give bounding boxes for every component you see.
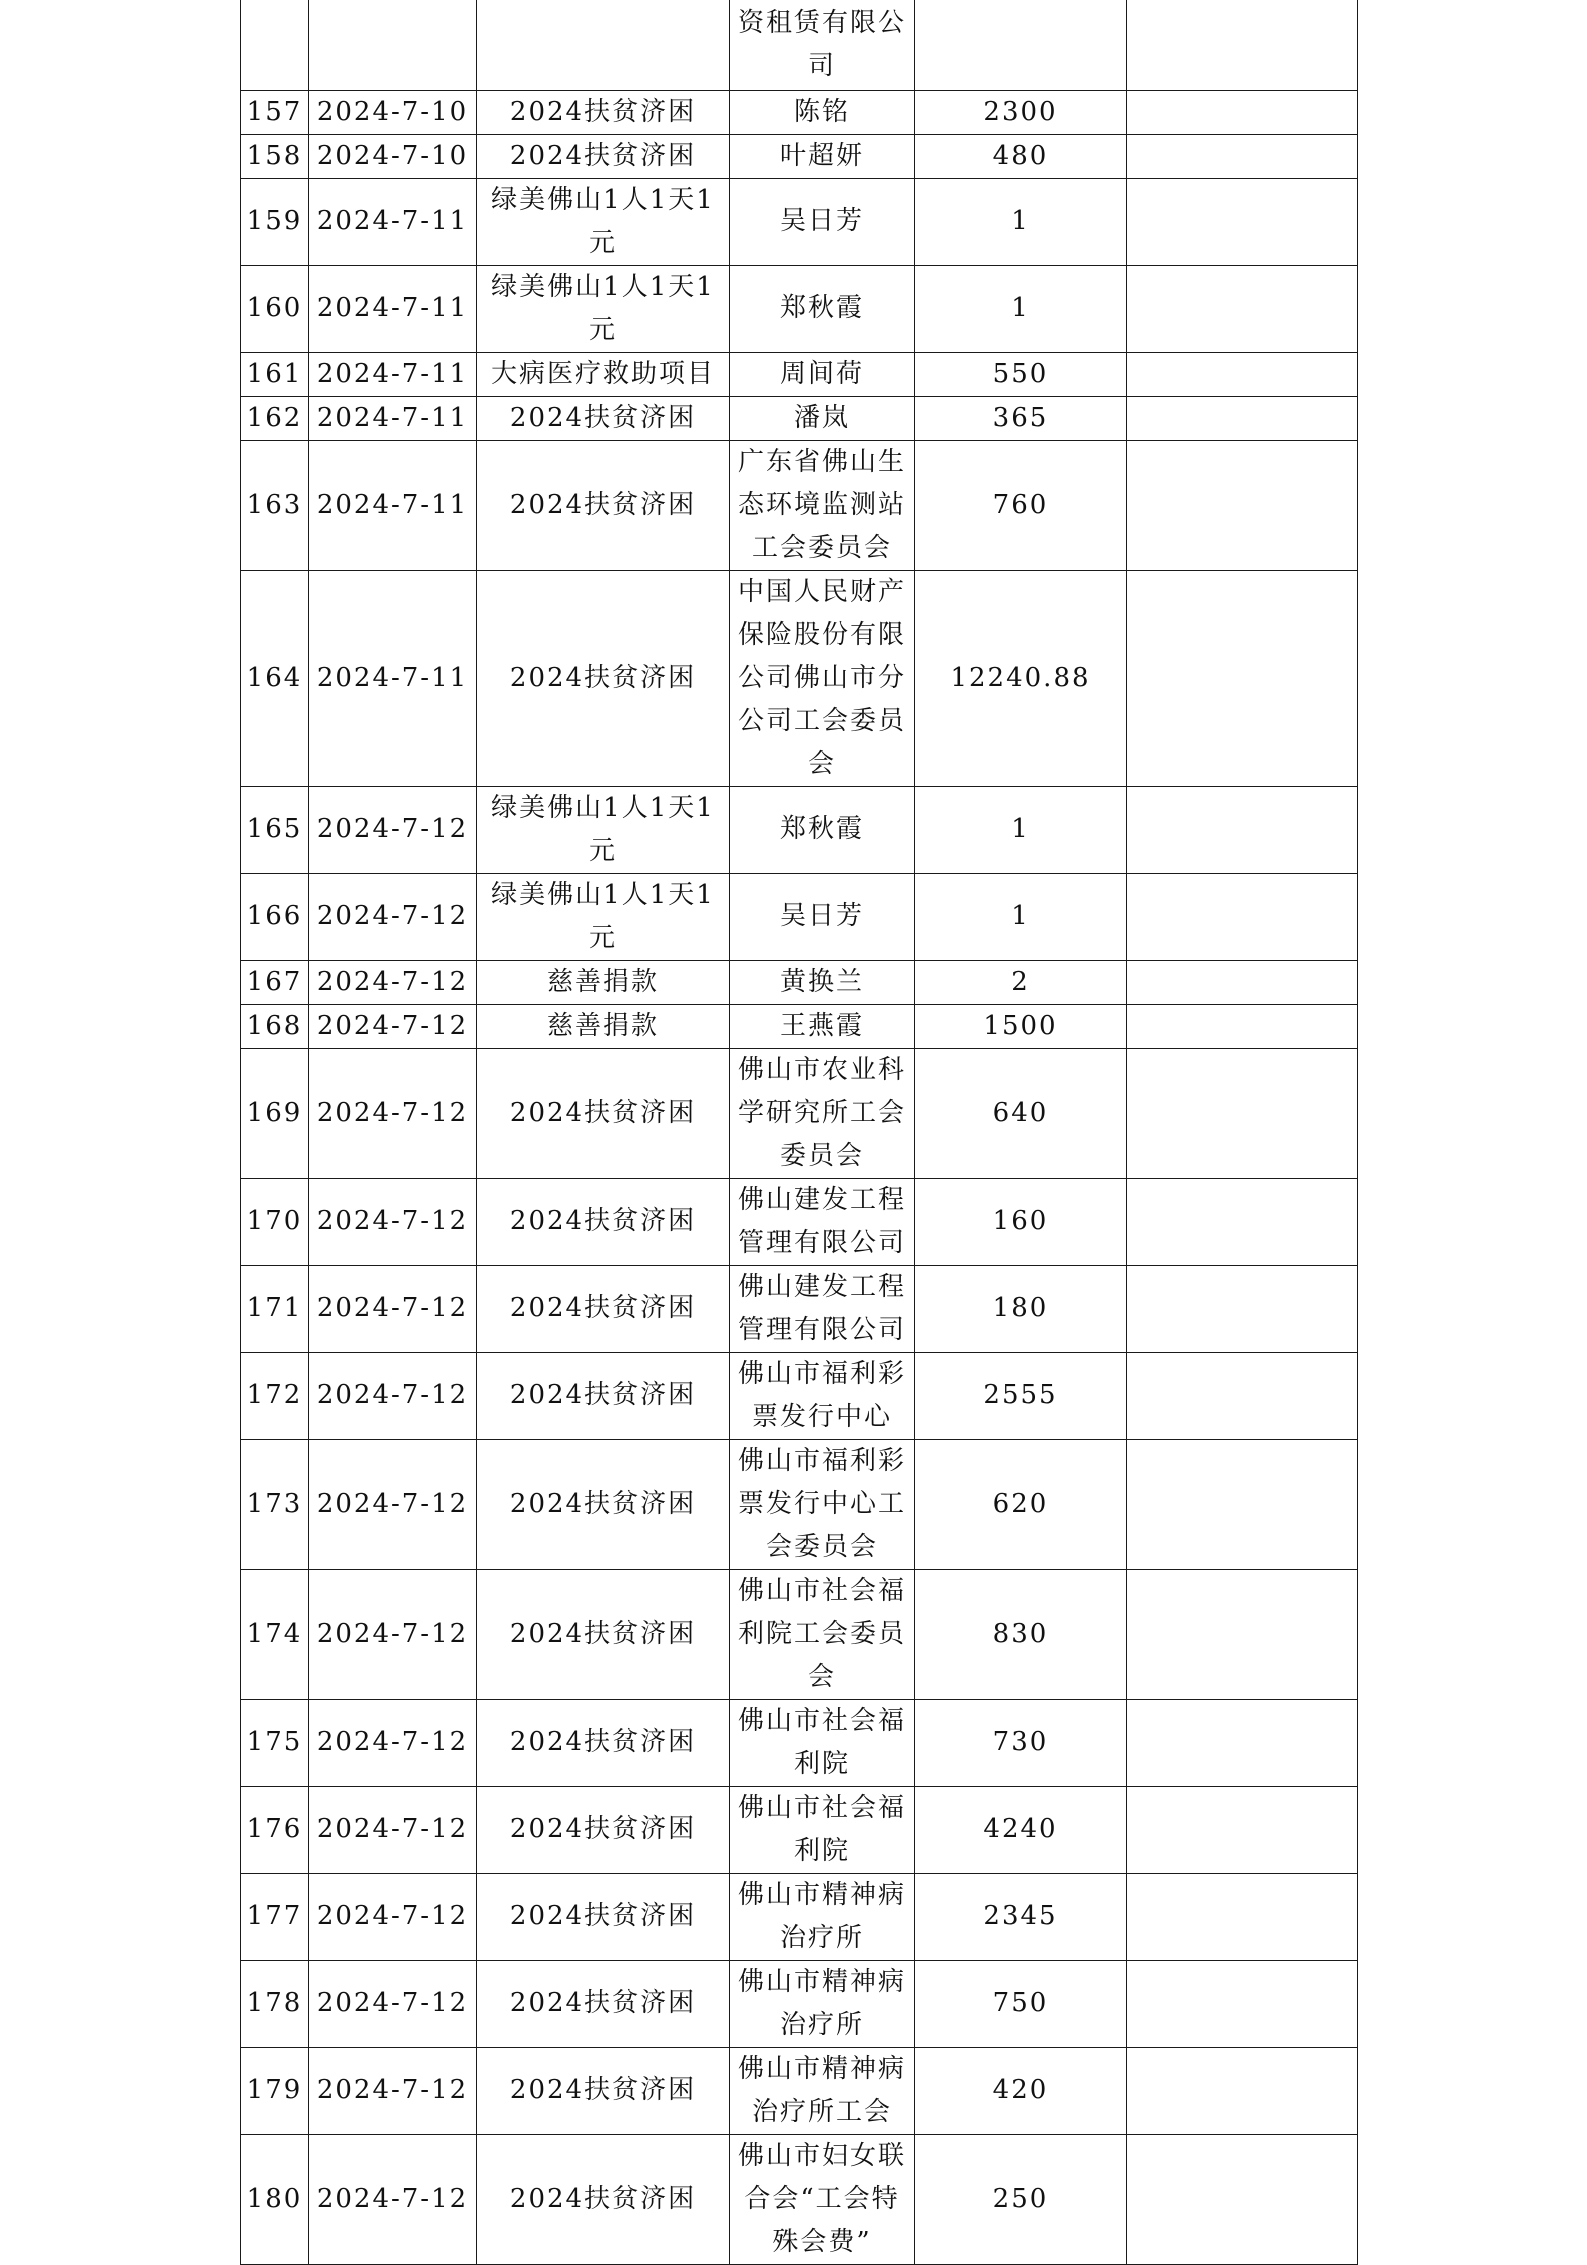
row-donor-cell: 叶超妍 (730, 134, 915, 178)
row-note-cell (1127, 90, 1358, 134)
row-donor-cell: 佛山市社会福利院 (730, 1786, 915, 1873)
table-row (241, 570, 1358, 786)
row-project-cell: 大病医疗救助项目 (477, 352, 730, 396)
row-project-cell: 2024扶贫济困 (477, 134, 730, 178)
row-note-cell (1127, 0, 1358, 90)
row-date-cell: 2024-7-12 (309, 1569, 477, 1699)
row-note-cell (1127, 1960, 1358, 2047)
table-row (241, 1569, 1358, 1699)
row-amount-cell: 2555 (915, 1352, 1127, 1439)
table-row (241, 1786, 1358, 1873)
donation-table-body (241, 0, 1358, 2264)
table-row (241, 90, 1358, 134)
row-date-cell: 2024-7-11 (309, 396, 477, 440)
row-amount-cell: 12240.88 (915, 570, 1127, 786)
row-date-cell: 2024-7-12 (309, 1786, 477, 1873)
row-date-cell: 2024-7-12 (309, 1265, 477, 1352)
table-row (241, 960, 1358, 1004)
table-row (241, 265, 1358, 352)
table-row (241, 1352, 1358, 1439)
row-donor-cell: 郑秋霞 (730, 786, 915, 873)
row-index-cell: 173 (241, 1439, 309, 1569)
table-row (241, 396, 1358, 440)
row-date-cell: 2024-7-12 (309, 1352, 477, 1439)
row-project-cell: 2024扶贫济困 (477, 90, 730, 134)
row-note-cell (1127, 2047, 1358, 2134)
row-index-cell: 158 (241, 134, 309, 178)
row-note-cell (1127, 960, 1358, 1004)
row-amount-cell: 1 (915, 265, 1127, 352)
row-note-cell (1127, 570, 1358, 786)
row-index-cell: 169 (241, 1048, 309, 1178)
table-row (241, 0, 1358, 90)
row-donor-cell: 王燕霞 (730, 1004, 915, 1048)
row-index-cell: 174 (241, 1569, 309, 1699)
row-project-cell: 2024扶贫济困 (477, 1439, 730, 1569)
row-index-cell: 166 (241, 873, 309, 960)
row-amount-cell: 730 (915, 1699, 1127, 1786)
row-project-cell: 2024扶贫济困 (477, 1786, 730, 1873)
row-index-cell (241, 0, 309, 90)
row-note-cell (1127, 1873, 1358, 1960)
row-index-cell: 167 (241, 960, 309, 1004)
row-project-cell: 慈善捐款 (477, 960, 730, 1004)
row-project-cell: 绿美佛山1人1天1元 (477, 786, 730, 873)
row-note-cell (1127, 265, 1358, 352)
row-date-cell: 2024-7-11 (309, 178, 477, 265)
row-project-cell: 2024扶贫济困 (477, 1265, 730, 1352)
row-project-cell: 2024扶贫济困 (477, 1352, 730, 1439)
row-donor-cell: 吴日芳 (730, 178, 915, 265)
row-project-cell: 2024扶贫济困 (477, 1699, 730, 1786)
row-date-cell (309, 0, 477, 90)
row-donor-cell: 佛山市农业科学研究所工会委员会 (730, 1048, 915, 1178)
row-donor-cell: 资租赁有限公司 (730, 0, 915, 90)
row-project-cell: 绿美佛山1人1天1元 (477, 873, 730, 960)
row-note-cell (1127, 1048, 1358, 1178)
row-project-cell: 2024扶贫济困 (477, 1569, 730, 1699)
row-date-cell: 2024-7-11 (309, 440, 477, 570)
row-index-cell: 168 (241, 1004, 309, 1048)
row-donor-cell: 佛山建发工程管理有限公司 (730, 1178, 915, 1265)
row-project-cell: 2024扶贫济困 (477, 2134, 730, 2264)
row-amount-cell: 2300 (915, 90, 1127, 134)
row-date-cell: 2024-7-12 (309, 786, 477, 873)
table-row (241, 1439, 1358, 1569)
row-project-cell: 2024扶贫济困 (477, 440, 730, 570)
row-date-cell: 2024-7-12 (309, 1960, 477, 2047)
row-donor-cell: 广东省佛山生态环境监测站工会委员会 (730, 440, 915, 570)
row-donor-cell: 佛山市妇女联合会“工会特殊会费” (730, 2134, 915, 2264)
row-project-cell: 2024扶贫济困 (477, 396, 730, 440)
row-note-cell (1127, 1178, 1358, 1265)
row-donor-cell: 陈铭 (730, 90, 915, 134)
row-amount-cell: 750 (915, 1960, 1127, 2047)
row-note-cell (1127, 1352, 1358, 1439)
table-row (241, 1873, 1358, 1960)
row-amount-cell: 250 (915, 2134, 1127, 2264)
row-donor-cell: 潘岚 (730, 396, 915, 440)
row-note-cell (1127, 134, 1358, 178)
row-date-cell: 2024-7-12 (309, 873, 477, 960)
row-note-cell (1127, 873, 1358, 960)
row-donor-cell: 佛山市精神病治疗所工会 (730, 2047, 915, 2134)
table-row (241, 134, 1358, 178)
row-index-cell: 162 (241, 396, 309, 440)
row-note-cell (1127, 1786, 1358, 1873)
row-amount-cell: 480 (915, 134, 1127, 178)
row-date-cell: 2024-7-11 (309, 265, 477, 352)
row-amount-cell: 830 (915, 1569, 1127, 1699)
row-project-cell: 绿美佛山1人1天1元 (477, 265, 730, 352)
row-note-cell (1127, 396, 1358, 440)
row-donor-cell: 佛山市精神病治疗所 (730, 1873, 915, 1960)
row-date-cell: 2024-7-12 (309, 1439, 477, 1569)
row-project-cell (477, 0, 730, 90)
row-index-cell: 176 (241, 1786, 309, 1873)
row-index-cell: 172 (241, 1352, 309, 1439)
row-project-cell: 2024扶贫济困 (477, 1960, 730, 2047)
row-note-cell (1127, 1569, 1358, 1699)
row-index-cell: 178 (241, 1960, 309, 2047)
row-note-cell (1127, 1699, 1358, 1786)
table-row (241, 1960, 1358, 2047)
row-date-cell: 2024-7-12 (309, 1178, 477, 1265)
row-index-cell: 171 (241, 1265, 309, 1352)
row-amount-cell: 1 (915, 178, 1127, 265)
table-row (241, 2047, 1358, 2134)
row-note-cell (1127, 178, 1358, 265)
table-row (241, 873, 1358, 960)
row-project-cell: 2024扶贫济困 (477, 1178, 730, 1265)
row-amount-cell: 4240 (915, 1786, 1127, 1873)
row-donor-cell: 佛山市社会福利院工会委员会 (730, 1569, 915, 1699)
row-amount-cell: 180 (915, 1265, 1127, 1352)
row-project-cell: 2024扶贫济困 (477, 570, 730, 786)
row-amount-cell: 760 (915, 440, 1127, 570)
row-note-cell (1127, 786, 1358, 873)
row-amount-cell: 640 (915, 1048, 1127, 1178)
row-project-cell: 2024扶贫济困 (477, 1873, 730, 1960)
row-date-cell: 2024-7-12 (309, 960, 477, 1004)
row-amount-cell: 620 (915, 1439, 1127, 1569)
row-donor-cell: 中国人民财产保险股份有限公司佛山市分公司工会委员会 (730, 570, 915, 786)
row-amount-cell: 1500 (915, 1004, 1127, 1048)
row-date-cell: 2024-7-11 (309, 352, 477, 396)
row-donor-cell: 佛山市精神病治疗所 (730, 1960, 915, 2047)
row-index-cell: 164 (241, 570, 309, 786)
row-amount-cell: 1 (915, 786, 1127, 873)
row-donor-cell: 佛山市福利彩票发行中心工会委员会 (730, 1439, 915, 1569)
row-index-cell: 159 (241, 178, 309, 265)
row-date-cell: 2024-7-12 (309, 1873, 477, 1960)
row-index-cell: 175 (241, 1699, 309, 1786)
row-date-cell: 2024-7-10 (309, 134, 477, 178)
table-row (241, 440, 1358, 570)
row-note-cell (1127, 440, 1358, 570)
row-amount-cell (915, 0, 1127, 90)
row-project-cell: 慈善捐款 (477, 1004, 730, 1048)
row-project-cell: 绿美佛山1人1天1元 (477, 178, 730, 265)
row-index-cell: 179 (241, 2047, 309, 2134)
row-date-cell: 2024-7-12 (309, 1004, 477, 1048)
row-donor-cell: 佛山市社会福利院 (730, 1699, 915, 1786)
row-date-cell: 2024-7-12 (309, 2047, 477, 2134)
row-date-cell: 2024-7-10 (309, 90, 477, 134)
row-index-cell: 165 (241, 786, 309, 873)
row-index-cell: 163 (241, 440, 309, 570)
row-index-cell: 170 (241, 1178, 309, 1265)
row-index-cell: 157 (241, 90, 309, 134)
table-row (241, 1699, 1358, 1786)
row-project-cell: 2024扶贫济困 (477, 2047, 730, 2134)
row-amount-cell: 2 (915, 960, 1127, 1004)
table-row (241, 352, 1358, 396)
row-amount-cell: 2345 (915, 1873, 1127, 1960)
row-amount-cell: 365 (915, 396, 1127, 440)
row-donor-cell: 佛山建发工程管理有限公司 (730, 1265, 915, 1352)
table-row (241, 1048, 1358, 1178)
donation-table (240, 0, 1358, 2265)
row-donor-cell: 黄换兰 (730, 960, 915, 1004)
table-row (241, 1004, 1358, 1048)
row-donor-cell: 吴日芳 (730, 873, 915, 960)
table-row (241, 1178, 1358, 1265)
table-row (241, 1265, 1358, 1352)
row-index-cell: 161 (241, 352, 309, 396)
row-donor-cell: 周间荷 (730, 352, 915, 396)
table-row (241, 786, 1358, 873)
row-donor-cell: 佛山市福利彩票发行中心 (730, 1352, 915, 1439)
row-index-cell: 160 (241, 265, 309, 352)
row-amount-cell: 1 (915, 873, 1127, 960)
row-note-cell (1127, 352, 1358, 396)
row-amount-cell: 550 (915, 352, 1127, 396)
row-index-cell: 180 (241, 2134, 309, 2264)
row-amount-cell: 420 (915, 2047, 1127, 2134)
row-date-cell: 2024-7-12 (309, 1699, 477, 1786)
row-project-cell: 2024扶贫济困 (477, 1048, 730, 1178)
row-donor-cell: 郑秋霞 (730, 265, 915, 352)
row-index-cell: 177 (241, 1873, 309, 1960)
row-amount-cell: 160 (915, 1178, 1127, 1265)
row-note-cell (1127, 1004, 1358, 1048)
row-date-cell: 2024-7-12 (309, 2134, 477, 2264)
row-note-cell (1127, 1439, 1358, 1569)
table-row (241, 178, 1358, 265)
row-date-cell: 2024-7-12 (309, 1048, 477, 1178)
row-date-cell: 2024-7-11 (309, 570, 477, 786)
row-note-cell (1127, 1265, 1358, 1352)
